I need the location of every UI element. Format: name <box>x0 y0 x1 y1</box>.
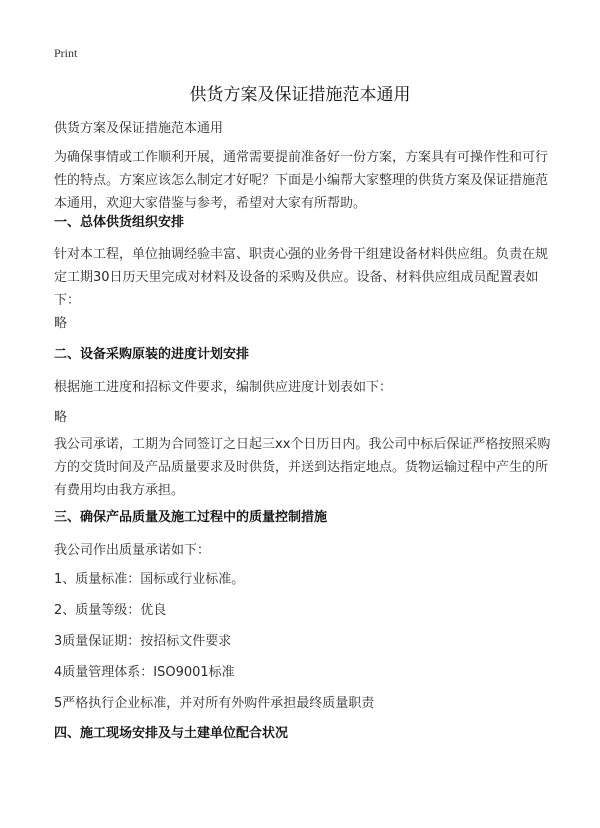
quality-item-4: 4质量管理体系：ISO9001标准 <box>54 665 235 680</box>
document-title: 供货方案及保证措施范本通用 <box>189 85 411 105</box>
section3-intro: 我公司作出质量承诺如下： <box>54 543 211 558</box>
quality-item-3: 3质量保证期：按招标文件要求 <box>54 634 232 649</box>
print-link[interactable]: Print <box>54 46 78 60</box>
section3-heading: 三、确保产品质量及施工过程中的质量控制措施 <box>54 510 328 525</box>
section1-omitted: 略 <box>54 316 68 331</box>
section4-heading: 四、施工现场安排及与土建单位配合状况 <box>54 726 289 741</box>
section1-paragraph: 针对本工程，单位抽调经验丰富、职责心强的业务骨干组建设备材料供应组。负责在规定工期30日历天里完成对材料及设备的采购及供应。设备、材料供应组成员配置表如下： <box>54 247 549 308</box>
section2-paragraph: 根据施工进度和招标文件要求，编制供应进度计划表如下： <box>54 380 393 395</box>
intro-paragraph: 为确保事情或工作顺利开展，通常需要提前准备好一份方案，方案具有可操作性和可行性的特点。方案应该怎么制定才好呢？下面是小编帮大家整理的供货方案及保证措施范本通用，欢迎大家借鉴与参考，希望对大家有所帮助。 <box>54 150 549 211</box>
section2-heading: 二、设备采购原装的进度计划安排 <box>54 347 250 362</box>
section2-omitted: 略 <box>54 410 68 425</box>
quality-item-2: 2、质量等级：优良 <box>54 603 167 618</box>
quality-item-1: 1、质量标准：国标或行业标准。 <box>54 572 245 587</box>
section2-commitment: 我公司承诺，工期为合同签订之日起三xx个日历日内。我公司中标后保证严格按照采购方的交货时间及产品质量要求及时供货，并送到达指定地点。货物运输过程中产生的所有费用均由我方承担。 <box>54 437 551 498</box>
document-subtitle: 供货方案及保证措施范本通用 <box>54 121 224 136</box>
section1-heading: 一、总体供货组织安排 <box>54 215 185 230</box>
quality-item-5: 5严格执行企业标准，并对所有外购件承担最终质量职责 <box>54 696 375 711</box>
